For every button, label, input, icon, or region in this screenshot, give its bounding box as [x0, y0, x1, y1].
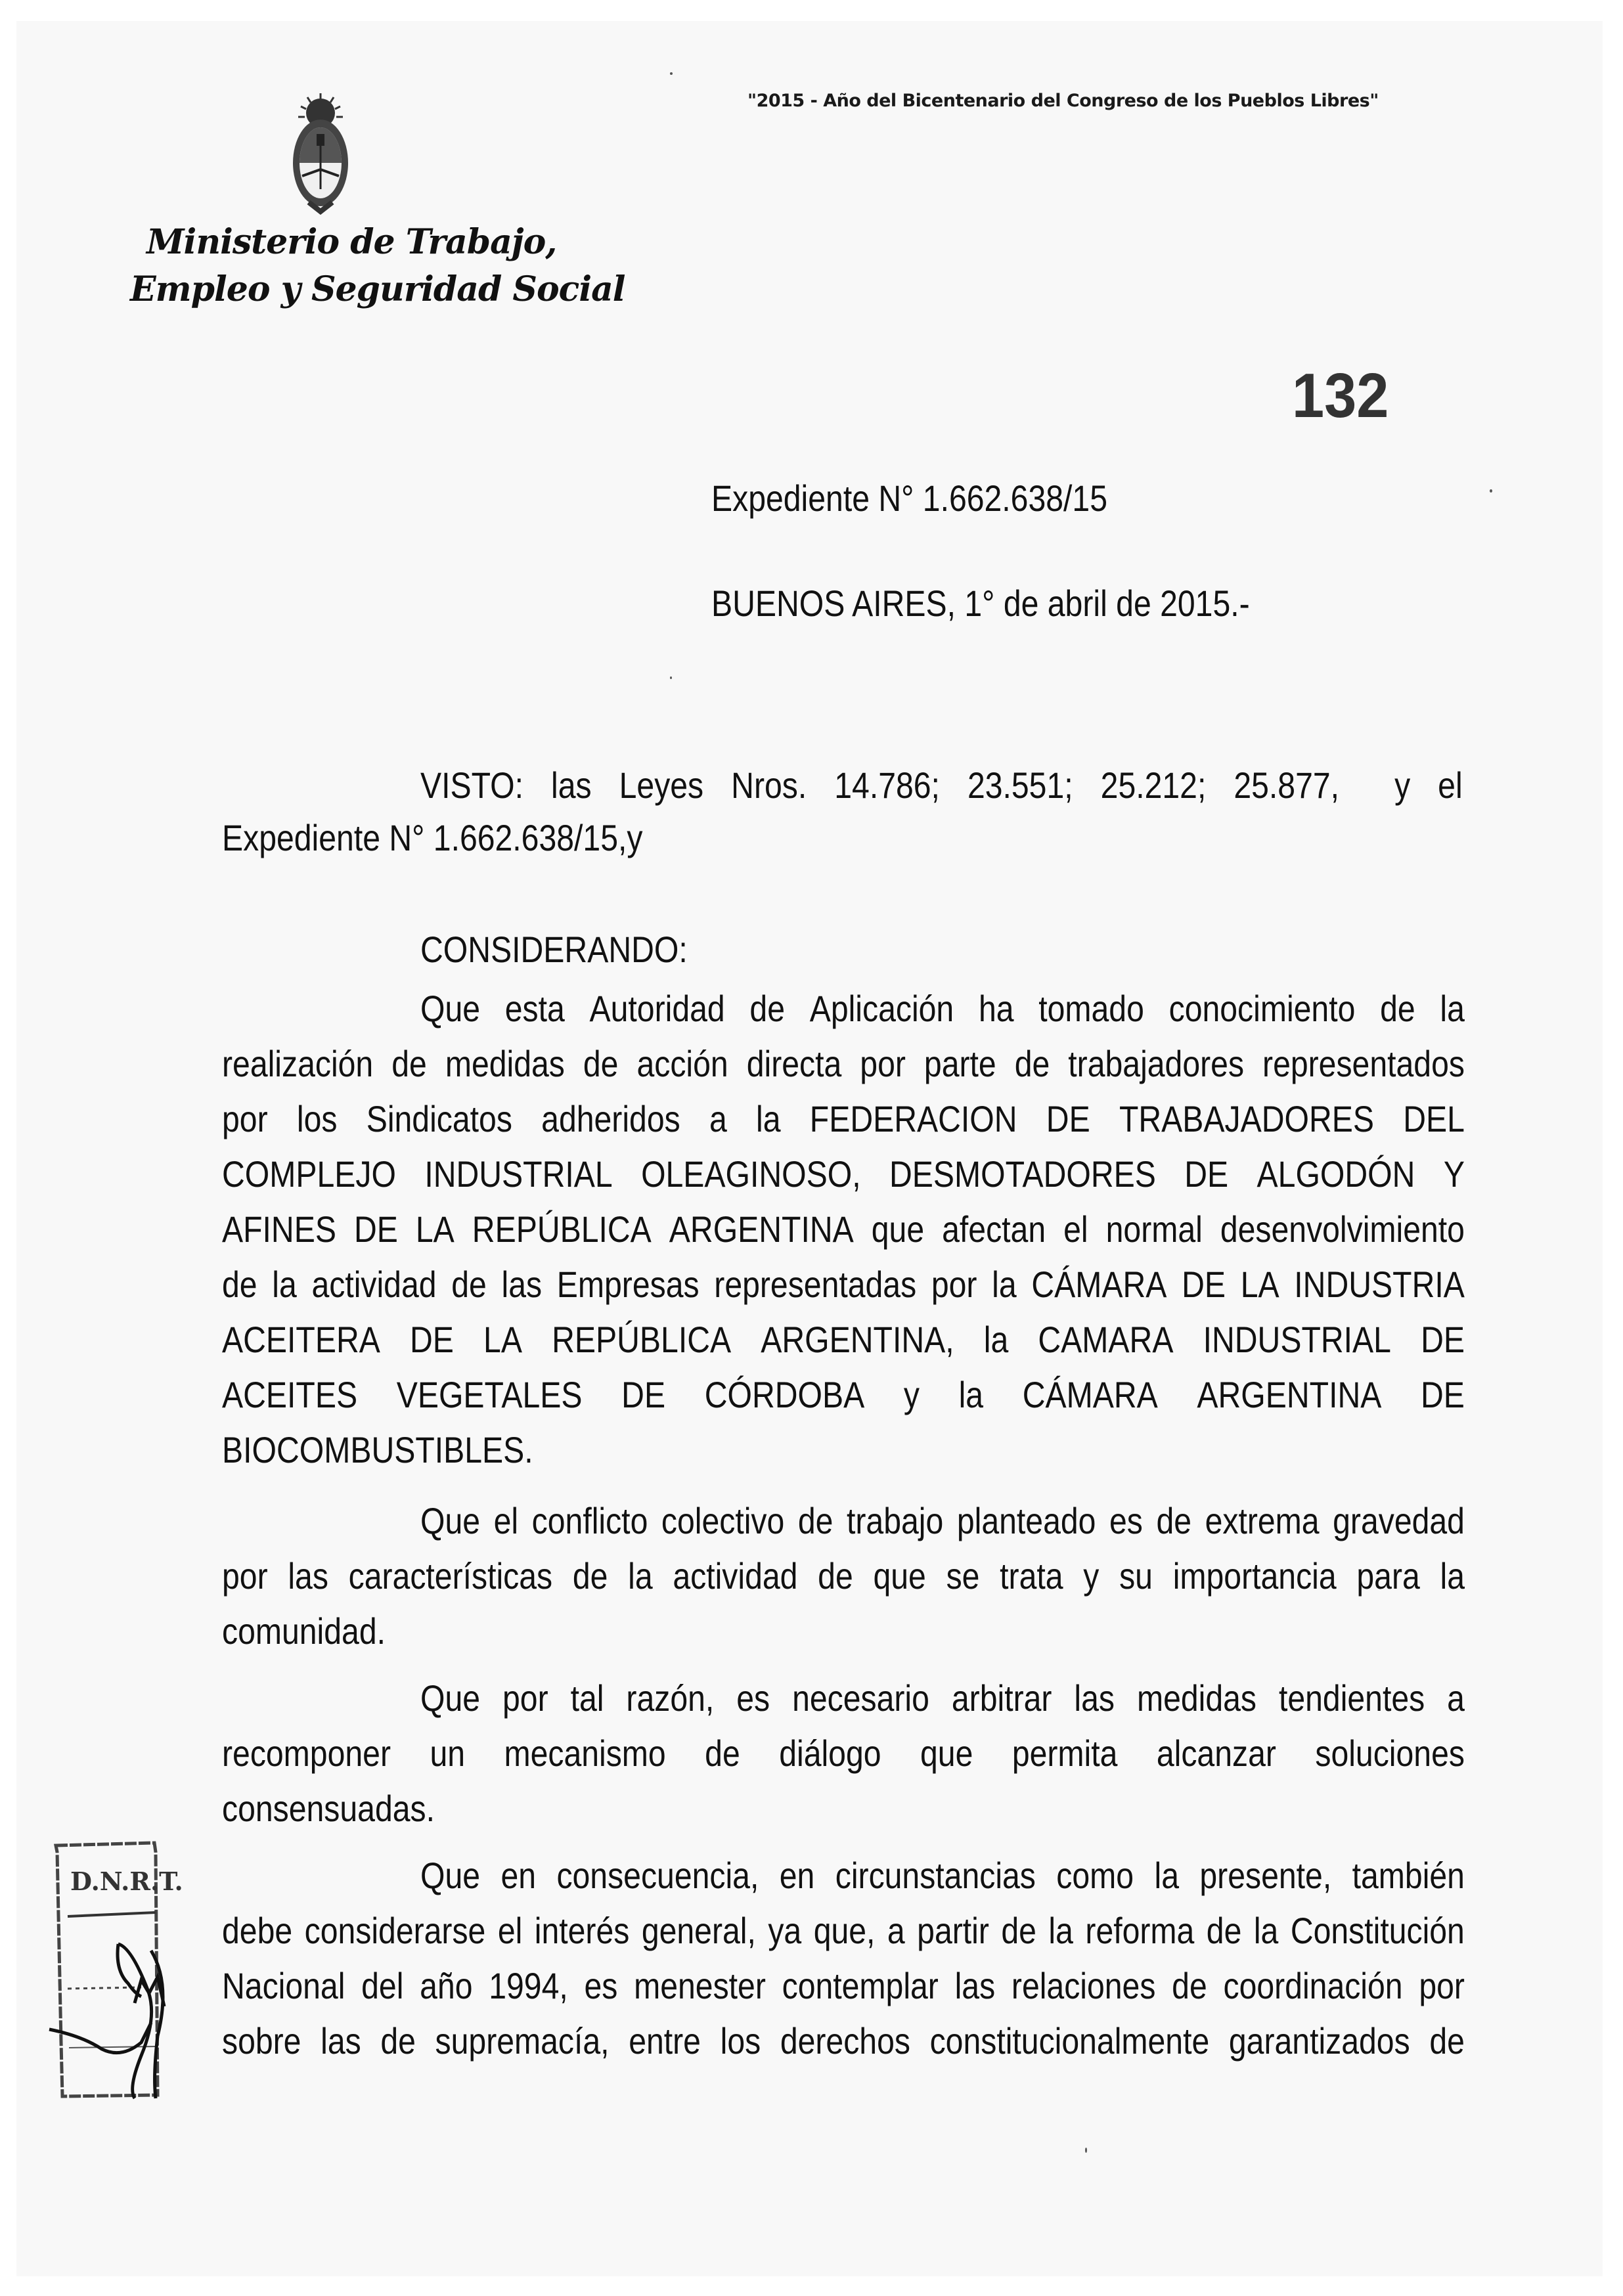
word: en	[500, 1855, 537, 1896]
word: DE	[410, 1319, 454, 1360]
ministry-name-line2: Empleo y Seguridad Social	[130, 269, 625, 309]
word: considerarse	[304, 1910, 486, 1951]
word: necesario	[792, 1677, 929, 1719]
word: Aplicación	[809, 988, 954, 1029]
word: de	[1014, 1043, 1050, 1084]
word: de	[1172, 1965, 1207, 2006]
scan-speck	[1490, 489, 1492, 493]
word: la	[992, 1264, 1017, 1305]
word: de	[797, 1500, 834, 1541]
paragraph-line	[222, 1909, 1465, 1952]
word: de	[705, 1733, 740, 1774]
word: DE	[1184, 1153, 1229, 1195]
stamp-label: D.N.R.T.	[70, 1866, 183, 1896]
word: por	[222, 1555, 268, 1597]
visto-word: 14.786;	[834, 764, 940, 806]
word: de	[1380, 988, 1415, 1029]
visto-line	[420, 764, 1463, 806]
paragraph-line: consensuadas.	[222, 1788, 435, 1829]
header-slogan: "2015 - Año del Bicentenario del Congreso de los Pueblos Libres"	[747, 91, 1379, 111]
word: tomado	[1038, 988, 1144, 1029]
word: derechos	[780, 2020, 910, 2062]
word: ARGENTINA	[1197, 1374, 1382, 1415]
word: por	[860, 1043, 906, 1084]
word: ACEITERA	[222, 1319, 380, 1360]
paragraph-line	[222, 1208, 1465, 1250]
word: DEL	[1403, 1098, 1465, 1139]
word: medidas	[445, 1043, 565, 1084]
word: la	[1440, 1555, 1465, 1597]
word: entre	[629, 2020, 701, 2062]
word: FEDERACION	[809, 1098, 1017, 1139]
word: Autoridad	[589, 988, 725, 1029]
word: Que	[420, 1500, 481, 1541]
word: DE	[353, 1208, 398, 1250]
word: un	[430, 1733, 466, 1774]
argentina-coat-of-arms-icon	[289, 91, 352, 214]
word: realización	[222, 1043, 374, 1084]
visto-word: 25.877,	[1234, 764, 1340, 806]
word: DE	[1046, 1098, 1090, 1139]
word: que	[871, 1208, 925, 1250]
word: presente,	[1199, 1855, 1332, 1896]
word: a	[709, 1098, 727, 1139]
word: como	[1056, 1855, 1134, 1896]
word: menester	[634, 1965, 766, 2006]
word: CAMARA	[1038, 1319, 1174, 1360]
considerando-heading: CONSIDERANDO:	[420, 929, 688, 970]
word: LA	[1240, 1264, 1279, 1305]
word: se	[946, 1555, 980, 1597]
visto-word: 23.551;	[967, 764, 1073, 806]
ministry-name-line1: Ministerio de Trabajo,	[146, 222, 557, 262]
word: las	[321, 2020, 361, 2062]
scan-speck	[1085, 2148, 1087, 2153]
word: la	[628, 1555, 653, 1597]
word: es	[1109, 1500, 1143, 1541]
word: ya	[768, 1910, 802, 1951]
visto-expediente-line: Expediente N° 1.662.638/15,y	[222, 817, 643, 858]
word: la	[983, 1319, 1009, 1360]
word: INDUSTRIAL	[1203, 1319, 1391, 1360]
word: CÁMARA	[1022, 1374, 1158, 1415]
word: relaciones	[1011, 1965, 1156, 2006]
word: a	[887, 1910, 905, 1951]
paragraph-line	[222, 2020, 1465, 2062]
word: gravedad	[1333, 1500, 1465, 1541]
word: Que	[420, 1677, 481, 1719]
word: por	[502, 1677, 548, 1719]
paragraph-first-line	[420, 1499, 1465, 1542]
word: ARGENTINA	[669, 1208, 854, 1250]
word: reforma	[1085, 1910, 1195, 1951]
word: DE	[621, 1374, 666, 1415]
word: acción	[636, 1043, 728, 1084]
word: CÁMARA	[1031, 1264, 1167, 1305]
visto-word: el	[1438, 764, 1463, 806]
word: de	[222, 1264, 257, 1305]
word: las	[954, 1965, 996, 2006]
word: conocimiento	[1168, 988, 1356, 1029]
word: actividad	[311, 1264, 437, 1305]
word: conflicto	[531, 1500, 648, 1541]
word: COMPLEJO	[222, 1153, 396, 1195]
word: el	[497, 1910, 523, 1951]
word: DE	[1421, 1319, 1465, 1360]
scan-speck	[670, 72, 673, 75]
word: de	[818, 1555, 853, 1597]
word: DESMOTADORES	[889, 1153, 1156, 1195]
paragraph-first-line	[420, 987, 1465, 1030]
word: de	[451, 1264, 487, 1305]
word: Que	[420, 1855, 481, 1896]
word: los	[296, 1098, 338, 1139]
paragraph-line	[222, 1373, 1465, 1416]
visto-word: Leyes	[619, 764, 704, 806]
place-and-date: BUENOS AIRES, 1° de abril de 2015.-	[711, 583, 1250, 624]
word: que	[873, 1555, 926, 1597]
word: alcanzar	[1156, 1733, 1276, 1774]
word: de	[380, 2020, 416, 2062]
word: constitucionalmente	[929, 2020, 1210, 2062]
handwritten-signature-icon	[49, 1944, 164, 2098]
word: directa	[746, 1043, 842, 1084]
word: de	[583, 1043, 619, 1084]
word: REPÚBLICA	[552, 1319, 732, 1360]
word: AFINES	[222, 1208, 336, 1250]
word: las	[501, 1264, 543, 1305]
word: trata	[1000, 1555, 1063, 1597]
word: soluciones	[1315, 1733, 1465, 1774]
word: características	[348, 1555, 553, 1597]
word: interés	[534, 1910, 630, 1951]
word: la	[272, 1264, 297, 1305]
word: debe	[222, 1910, 293, 1951]
word: la	[1154, 1855, 1179, 1896]
word: general,	[641, 1910, 756, 1951]
word: consecuencia,	[556, 1855, 759, 1896]
word: INDUSTRIAL	[424, 1153, 613, 1195]
word: representadas	[714, 1264, 917, 1305]
word: partir	[917, 1910, 989, 1951]
word: extrema	[1205, 1500, 1320, 1541]
word: ACEITES	[222, 1374, 358, 1415]
word: tal	[570, 1677, 604, 1719]
word: diálogo	[779, 1733, 881, 1774]
word: coordinación	[1223, 1965, 1403, 2006]
word: razón,	[626, 1677, 715, 1719]
word: del	[361, 1965, 404, 2006]
word: trabajo	[847, 1500, 944, 1541]
word: su	[1119, 1555, 1153, 1597]
word: es	[736, 1677, 770, 1719]
word: de	[1156, 1500, 1192, 1541]
word: INDUSTRIA	[1294, 1264, 1465, 1305]
expediente-reference: Expediente N° 1.662.638/15	[711, 477, 1107, 519]
word: de	[1429, 2020, 1465, 2062]
word: medidas	[1136, 1677, 1256, 1719]
word: por	[1419, 1965, 1465, 2006]
word: tendientes	[1278, 1677, 1425, 1719]
word: la	[756, 1098, 781, 1139]
paragraph-line	[222, 1732, 1465, 1775]
word: garantizados	[1228, 2020, 1410, 2062]
word: de	[572, 1555, 608, 1597]
resolution-number: 132	[1292, 361, 1389, 431]
word: por	[222, 1098, 268, 1139]
word: ARGENTINA,	[761, 1319, 954, 1360]
word: por	[931, 1264, 977, 1305]
word: esta	[504, 988, 565, 1029]
paragraph-line	[222, 1097, 1465, 1140]
word: arbitrar	[951, 1677, 1052, 1719]
word: también	[1352, 1855, 1465, 1896]
paragraph-line	[222, 1318, 1465, 1361]
paragraph-line	[222, 1555, 1465, 1597]
word: los	[720, 2020, 761, 2062]
word: LA	[415, 1208, 455, 1250]
scan-speck	[670, 676, 672, 679]
paragraph-line	[222, 1042, 1465, 1085]
word: VEGETALES	[396, 1374, 583, 1415]
word: mecanismo	[504, 1733, 666, 1774]
word: de	[749, 988, 785, 1029]
word: año	[420, 1965, 473, 2006]
word: adheridos	[541, 1098, 680, 1139]
word: desenvolvimiento	[1220, 1208, 1465, 1250]
visto-word: VISTO:	[420, 764, 524, 806]
word: de	[391, 1043, 427, 1084]
word: a	[1447, 1677, 1465, 1719]
visto-word: las	[551, 764, 592, 806]
paragraph-first-line	[420, 1854, 1465, 1897]
word: recomponer	[222, 1733, 391, 1774]
visto-word: 25.212;	[1100, 764, 1207, 806]
word: Y	[1443, 1153, 1465, 1195]
word: en	[779, 1855, 815, 1896]
word: REPÚBLICA	[472, 1208, 652, 1250]
word: colectivo	[661, 1500, 785, 1541]
word: y	[1083, 1555, 1100, 1597]
word: el	[493, 1500, 519, 1541]
word: las	[288, 1555, 328, 1597]
paragraph-line	[222, 1153, 1465, 1195]
word: es	[584, 1965, 618, 2006]
word: trabajadores	[1068, 1043, 1245, 1084]
word: Constitución	[1290, 1910, 1465, 1951]
paragraph-line	[222, 1964, 1465, 2007]
word: representados	[1262, 1043, 1465, 1084]
word: Sindicatos	[366, 1098, 512, 1139]
word: normal	[1105, 1208, 1203, 1250]
word: que,	[813, 1910, 876, 1951]
word: parte	[923, 1043, 996, 1084]
word: para	[1356, 1555, 1420, 1597]
word: la	[1440, 988, 1465, 1029]
word: afectan	[942, 1208, 1046, 1250]
word: de	[1206, 1910, 1242, 1951]
word: y	[903, 1374, 920, 1415]
word: la	[1253, 1910, 1279, 1951]
word: supremacía,	[435, 2020, 610, 2062]
word: contemplar	[782, 1965, 939, 2006]
word: LA	[483, 1319, 522, 1360]
word: permita	[1012, 1733, 1118, 1774]
word: 1994,	[489, 1965, 568, 2006]
visto-word: Nros.	[731, 764, 807, 806]
paragraph-first-line	[420, 1677, 1465, 1719]
dnrt-stamp	[43, 1839, 183, 2098]
word: DE	[1182, 1264, 1226, 1305]
word: planteado	[956, 1500, 1096, 1541]
word: el	[1063, 1208, 1088, 1250]
visto-word: y	[1394, 764, 1411, 806]
word: la	[958, 1374, 984, 1415]
paragraph-line	[222, 1263, 1465, 1306]
word: TRABAJADORES	[1119, 1098, 1374, 1139]
word: sobre	[222, 2020, 301, 2062]
word: Empresas	[556, 1264, 700, 1305]
word: Nacional	[222, 1965, 345, 2006]
paragraph-line: comunidad.	[222, 1610, 386, 1652]
word: la	[1048, 1910, 1073, 1951]
word: que	[920, 1733, 973, 1774]
word: importancia	[1172, 1555, 1337, 1597]
word: Que	[420, 988, 481, 1029]
word: las	[1074, 1677, 1115, 1719]
word: OLEAGINOSO,	[641, 1153, 861, 1195]
word: actividad	[673, 1555, 798, 1597]
word: DE	[1421, 1374, 1465, 1415]
word: CÓRDOBA	[704, 1374, 865, 1415]
word: de	[1001, 1910, 1036, 1951]
paragraph-line: BIOCOMBUSTIBLES.	[222, 1429, 533, 1470]
word: ha	[978, 988, 1014, 1029]
word: ALGODÓN	[1256, 1153, 1415, 1195]
word: circunstancias	[835, 1855, 1036, 1896]
